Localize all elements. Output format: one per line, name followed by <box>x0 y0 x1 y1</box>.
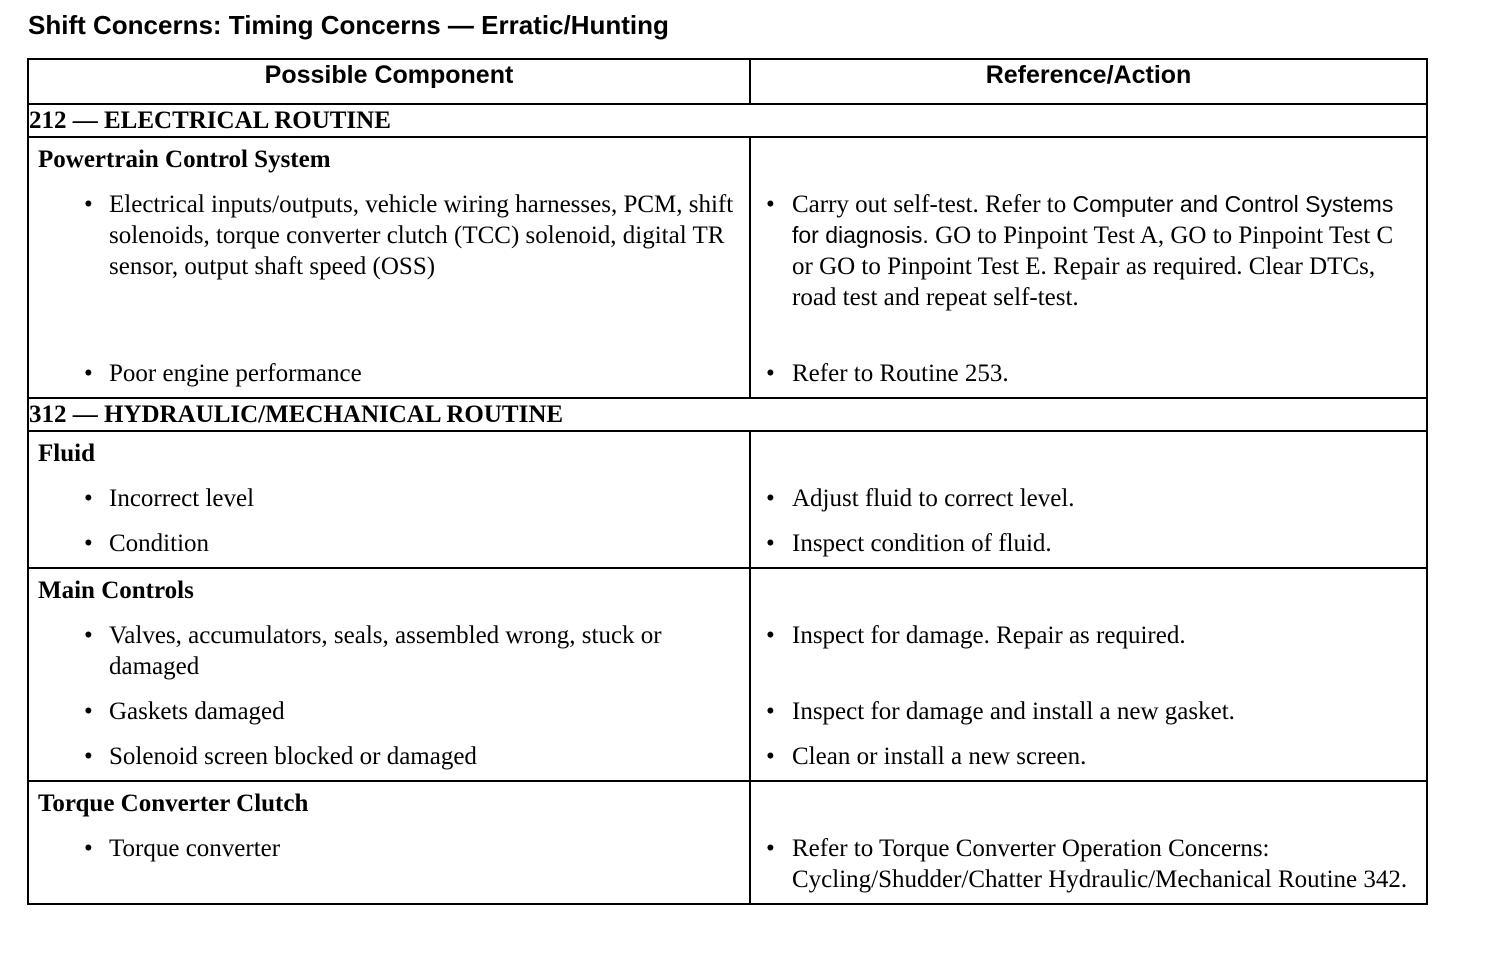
component-cell <box>28 137 750 398</box>
action-cell <box>750 568 1427 781</box>
bullet-icon: • <box>84 530 93 557</box>
component-cell <box>28 568 750 781</box>
list-item <box>29 358 749 389</box>
bullet-icon: • <box>84 191 93 218</box>
bullet-icon: • <box>84 360 93 387</box>
component-cell <box>28 781 750 904</box>
item-text: Inspect condition of fluid. <box>792 530 1052 557</box>
action-cell <box>750 431 1427 568</box>
header-reference-action: Reference/Action <box>750 59 1427 104</box>
group-title: Fluid <box>38 440 95 467</box>
item-text: Poor engine performance <box>109 360 362 387</box>
item-text: Refer to Routine 253. <box>792 360 1009 387</box>
item-text: Inspect for damage and install a new gasket. <box>792 698 1235 725</box>
group-main-controls <box>28 568 1427 781</box>
group-torque-converter-clutch <box>28 781 1427 904</box>
bullet-icon: • <box>766 485 775 512</box>
list-item <box>29 741 749 772</box>
bullet-icon: • <box>766 360 775 387</box>
routine-label: 212 — ELECTRICAL ROUTINE <box>28 104 1427 137</box>
item-text: Adjust fluid to correct level. <box>792 485 1075 512</box>
routine-label: 312 — HYDRAULIC/MECHANICAL ROUTINE <box>28 398 1427 431</box>
item-text: Gaskets damaged <box>109 698 285 725</box>
list-item <box>751 189 1426 344</box>
list-item <box>29 696 749 727</box>
item-text: Torque converter <box>109 835 281 862</box>
list-item <box>29 620 749 682</box>
list-item <box>29 833 749 864</box>
header-possible-component: Possible Component <box>28 59 750 104</box>
item-text: Incorrect level <box>109 485 255 512</box>
diagnosis-table <box>27 58 1428 905</box>
list-item <box>751 620 1426 682</box>
item-text: Electrical inputs/outputs, vehicle wiring harnesses, PCM, shift solenoids, torque converter clutch (TCC) solenoid, digital TR sensor, output shaft speed (OSS) <box>109 191 734 280</box>
bullet-icon: • <box>766 835 775 862</box>
list-item <box>29 189 749 344</box>
bullet-icon: • <box>84 743 93 770</box>
bullet-icon: • <box>84 835 93 862</box>
group-fluid <box>28 431 1427 568</box>
list-item <box>29 528 749 559</box>
manual-section-reference: Computer and Control Systems for diagnosis. <box>792 191 1394 248</box>
list-item <box>751 528 1426 559</box>
group-title: Main Controls <box>38 577 194 604</box>
bullet-icon: • <box>766 191 775 218</box>
list-item <box>751 741 1426 772</box>
list-item <box>29 483 749 514</box>
action-cell <box>750 781 1427 904</box>
item-text: Condition <box>109 530 210 557</box>
bullet-icon: • <box>766 622 775 649</box>
group-powertrain-control-system <box>28 137 1427 398</box>
list-item <box>751 696 1426 727</box>
list-item <box>751 483 1426 514</box>
item-text: Valves, accumulators, seals, assembled wrong, stuck or damaged <box>109 622 662 680</box>
item-text: Carry out self-test. Refer to <box>792 191 1067 218</box>
bullet-icon: • <box>84 622 93 649</box>
list-item <box>751 833 1426 895</box>
item-text: Refer to Torque Converter Operation Concerns: Cycling/Shudder/Chatter Hydraulic/Mechanical Routine 342. <box>792 835 1408 893</box>
bullet-icon: • <box>766 530 775 557</box>
header-row <box>28 59 1427 104</box>
item-text: GO to Pinpoint Test A, GO to Pinpoint Test C or GO to Pinpoint Test E. Repair as required. Clear DTCs, road test and repeat self-test. <box>792 222 1394 311</box>
list-item <box>751 358 1426 389</box>
group-title: Torque Converter Clutch <box>38 790 309 817</box>
item-text: Solenoid screen blocked or damaged <box>109 743 477 770</box>
page-title: Shift Concerns: Timing Concerns — Erratic/Hunting <box>28 10 669 40</box>
bullet-icon: • <box>766 698 775 725</box>
action-cell <box>750 137 1427 398</box>
component-cell <box>28 431 750 568</box>
group-title: Powertrain Control System <box>38 146 331 173</box>
routine-row-212 <box>28 104 1427 137</box>
bullet-icon: • <box>84 698 93 725</box>
bullet-icon: • <box>84 485 93 512</box>
routine-row-312 <box>28 398 1427 431</box>
item-text: Clean or install a new screen. <box>792 743 1087 770</box>
item-text: Inspect for damage. Repair as required. <box>792 622 1186 649</box>
bullet-icon: • <box>766 743 775 770</box>
